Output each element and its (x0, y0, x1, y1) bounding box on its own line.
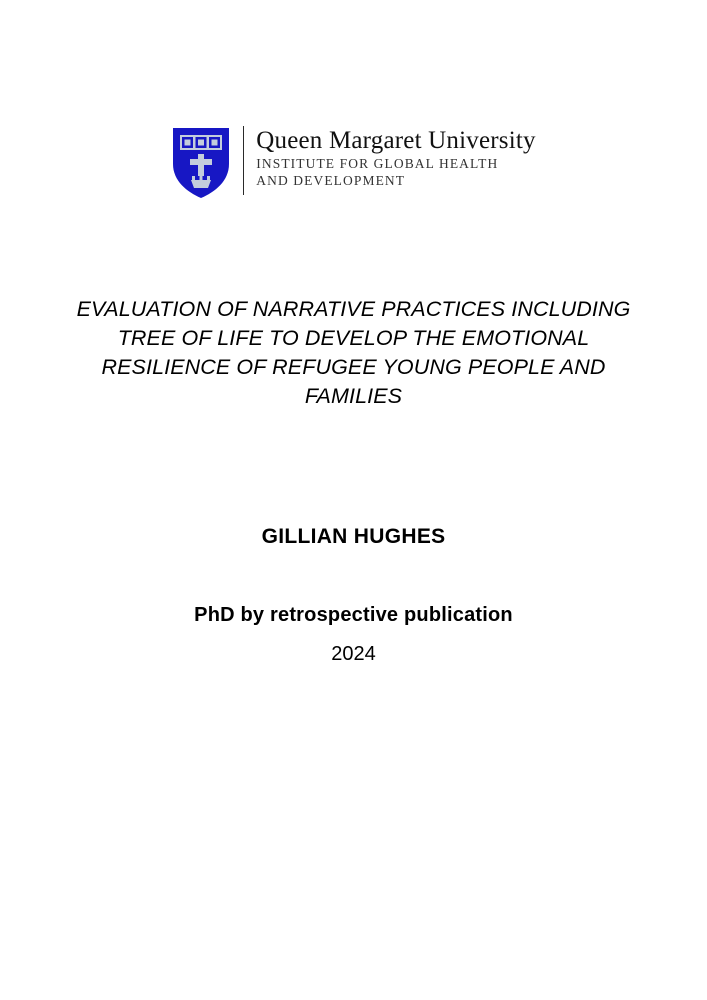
logo-wordmark (243, 126, 535, 195)
institute-line-2: AND DEVELOPMENT (256, 173, 406, 188)
degree-statement: PhD by retrospective publication (194, 604, 513, 626)
publication-year: 2024 (331, 643, 376, 665)
logo-inner (171, 126, 535, 200)
shield-crest-icon (171, 126, 231, 200)
document-title: EVALUATION OF NARRATIVE PRACTICES INCLUDING TREE OF LIFE TO DEVELOP THE EMOTIONAL RESILIENCE OF REFUGEE YOUNG PEOPLE AND FAMILIES (76, 297, 631, 408)
institute-line-1: INSTITUTE FOR GLOBAL HEALTH (256, 156, 499, 171)
university-logo (0, 126, 707, 200)
author-name: GILLIAN HUGHES (261, 525, 446, 548)
university-name: Queen Margaret University (256, 127, 536, 154)
